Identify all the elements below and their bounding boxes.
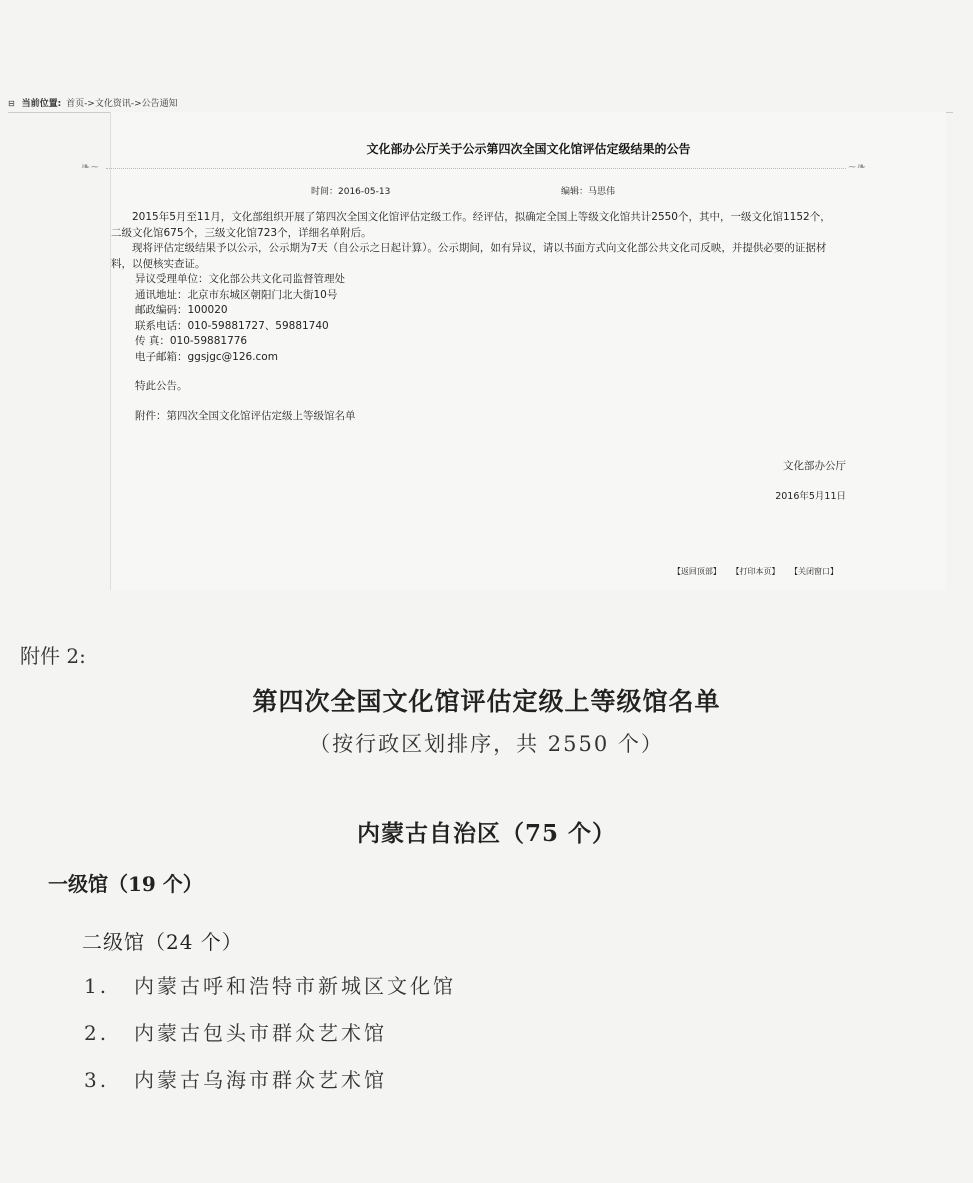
paragraph: 2015年5月至11月，文化部组织开展了第四次全国文化馆评估定级工作。经评估，拟确定全国上等级文化馆共计2550个，其中，一级文化馆1152个，二级文化馆675个，三级文化馆723个，详细名单附后。 [111, 211, 831, 239]
venue-list [84, 971, 456, 1112]
close-window-link[interactable]: 【关闭窗口】 [790, 567, 838, 576]
sign-date: 2016年5月11日 [775, 491, 846, 502]
breadcrumb-path[interactable]: 首页->文化资讯->公告通知 [66, 99, 178, 109]
item-number: 3. [84, 1068, 110, 1092]
document-subtitle: （按行政区划排序，共 2550 个） [309, 732, 664, 756]
level1-heading: 一级馆（19 个） [48, 872, 203, 896]
item-name: 内蒙古呼和浩特市新城区文化馆 [134, 974, 456, 998]
signer: 文化部办公厅 [783, 460, 846, 472]
item-number: 2. [84, 1021, 110, 1045]
back-to-top-link[interactable]: 【返回顶部】 [672, 567, 721, 576]
publish-time: 时间：2016-05-13 [311, 187, 391, 197]
editor: 编辑：马思伟 [561, 187, 616, 197]
attachment-note: 附件：第四次全国文化馆评估定级上等级馆名单 [135, 409, 356, 422]
item-number: 1. [84, 974, 110, 998]
closing-text: 特此公告。 [135, 380, 188, 392]
item-name: 内蒙古乌海市群众艺术馆 [134, 1068, 387, 1092]
breadcrumb-label: 当前位置: [21, 99, 62, 109]
level2-heading: 二级馆（24 个） [82, 930, 243, 954]
contact-line: 电子邮箱：ggsjgc@126.com [135, 350, 278, 363]
contact-line: 邮政编码：100020 [135, 304, 228, 316]
contact-line: 异议受理单位：文化部公共文化司监督管理处 [135, 273, 345, 285]
article-body [111, 210, 841, 424]
list-item [84, 971, 456, 1018]
document-title: 第四次全国文化馆评估定级上等级馆名单 [252, 687, 721, 716]
contact-line: 传 真：010-59881776 [135, 335, 248, 347]
item-name: 内蒙古包头市群众艺术馆 [134, 1021, 387, 1045]
location-icon: ⊟ [8, 99, 15, 108]
article-title: 文化部办公厅关于公示第四次全国文化馆评估定级结果的公告 [366, 142, 691, 156]
print-page-link[interactable]: 【打印本页】 [731, 567, 780, 576]
divider [106, 168, 846, 169]
ornament-left-icon: ❧~ [81, 160, 100, 173]
list-item [84, 1018, 456, 1065]
list-item [84, 1065, 456, 1112]
ornament-right-icon: ~❧ [847, 160, 866, 173]
contact-line: 通讯地址：北京市东城区朝阳门北大街10号 [135, 288, 338, 301]
breadcrumb [8, 96, 953, 113]
article-page [81, 112, 946, 590]
page-links [665, 566, 838, 577]
region-heading: 内蒙古自治区（75 个） [356, 820, 616, 847]
paragraph: 现将评估定级结果予以公示，公示期为7天（自公示之日起计算）。公示期间，如有异议，请以书面方式向文化部公共文化司反映，并提供必要的证据材料，以便核实查证。 [111, 242, 827, 270]
attachment-label: 附件 2: [20, 644, 86, 668]
contact-line: 联系电话：010-59881727、59881740 [135, 319, 329, 332]
